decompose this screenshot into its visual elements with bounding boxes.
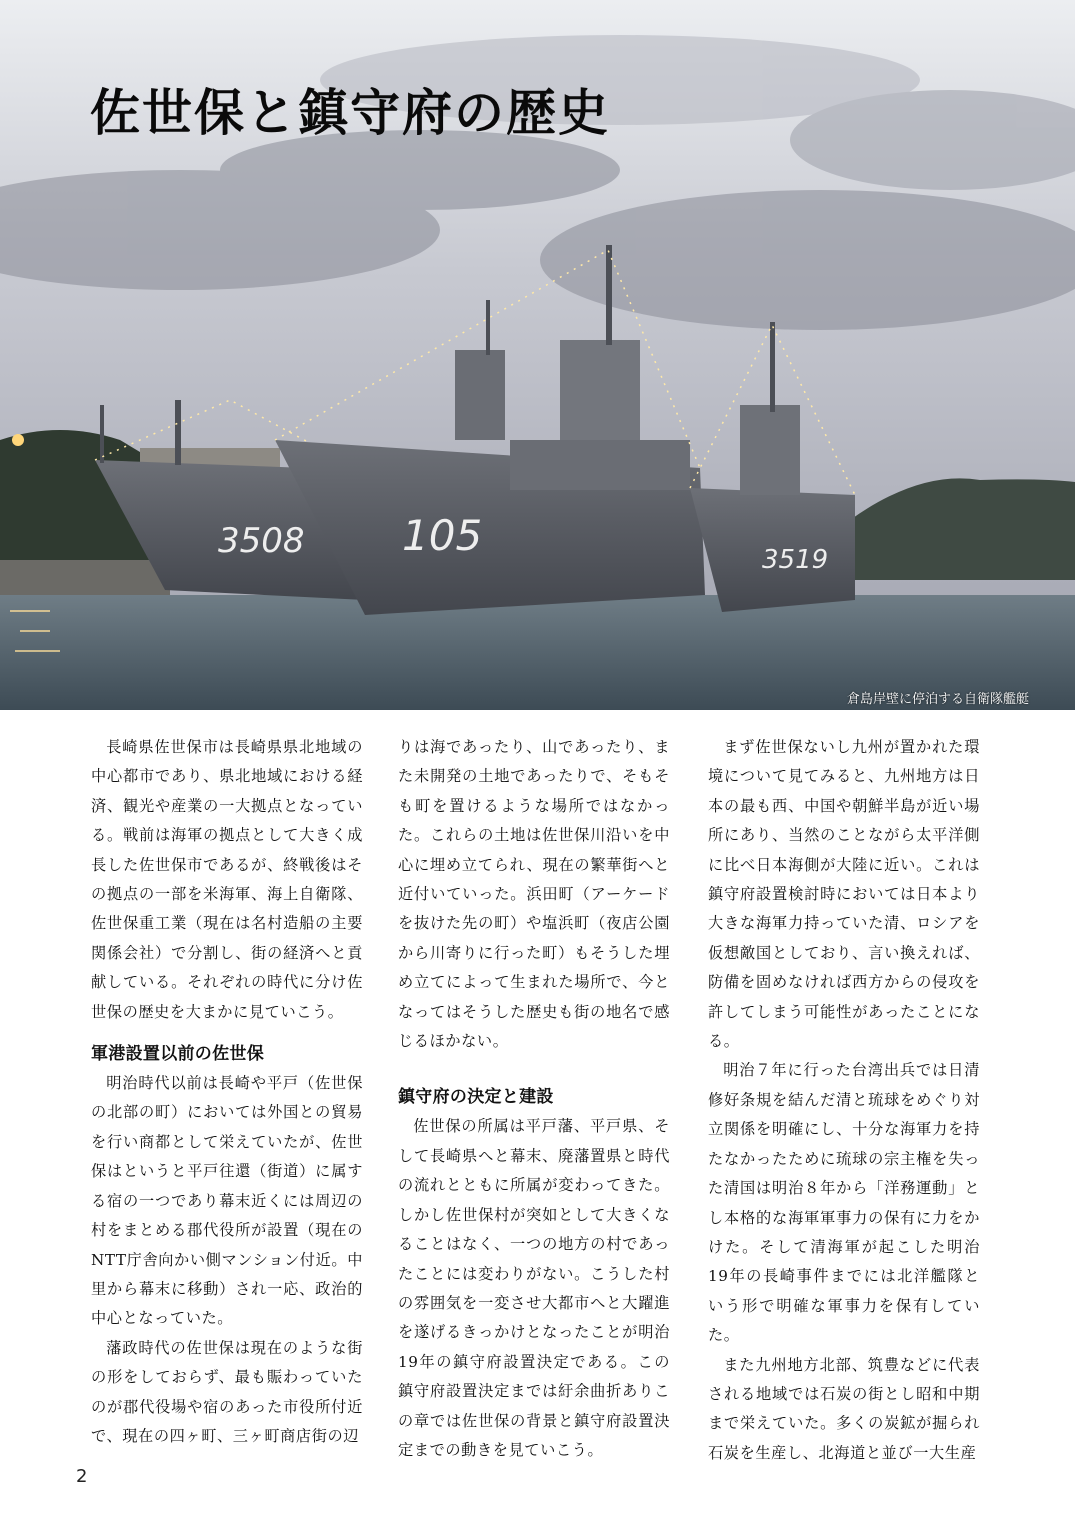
paragraph: 佐世保の所属は平戸藩、平戸県、そして長崎県へと幕末、廃藩置県と時代の流れとともに所属が変わってきた。しかし佐世保村が突如として大きくなることはなく、一つの地方の村であったことには変わりがない。こうした村の雰囲気を一変させ大都市へと大躍進を遂げるきっかけとなったことが明治19年の鎮守府設置決定である。この鎮守府設置決定までは紆余曲折ありこの章では佐世保の背景と鎮守府設置決定までの動きを見ていこう。 <box>398 1117 670 1459</box>
paragraph: 長崎県佐世保市は長崎県県北地域の中心都市であり、県北地域における経済、観光や産業の一大拠点となっている。戦前は海軍の拠点として大きく成長した佐世保市であるが、終戦後はその拠点の一部を米海軍、海上自衛隊、佐世保重工業（現在は名村造船の主要関係会社）で分割し、街の経済へと貢献している。それぞれの時代に分け佐世保の歴史を大まかに見ていこう。 <box>91 738 363 1021</box>
hull-number-3508: 3508 <box>218 521 305 561</box>
hull-number-105: 105 <box>402 511 483 560</box>
section-heading: 鎮守府の決定と建設 <box>398 1087 554 1108</box>
text-column-1 <box>91 733 363 1451</box>
text-column-2 <box>398 733 670 1465</box>
paragraph: 藩政時代の佐世保は現在のような街の形をしておらず、最も賑わっていたのが郡代役場や宿のあった市役所付近で、現在の四ヶ町、三ヶ町商店街の辺 <box>91 1338 363 1445</box>
photo-caption: 倉島岸壁に停泊する自衛隊艦艇 <box>846 692 1029 707</box>
section-heading: 軍港設置以前の佐世保 <box>91 1044 264 1065</box>
page-number: 2 <box>76 1466 88 1487</box>
page-title: 佐世保と鎮守府の歴史 <box>90 83 610 142</box>
paragraph: りは海であったり、山であったり、また未開発の土地であったりで、そもそも町を置けるような場所ではなかった。これらの土地は佐世保川沿いを中心に埋め立てられ、現在の繁華街へと近付いていった。浜田町（アーケードを抜けた先の町）や塩浜町（夜店公園から川寄りに行った町）もそうした埋め立てによって生まれた場所で、今となってはそうした歴史も街の地名で感じるほかない。 <box>398 738 670 1051</box>
hull-number-3519: 3519 <box>762 545 829 575</box>
paragraph: 明治時代以前は長崎や平戸（佐世保の北部の町）においては外国との貿易を行い商都として栄えていたが、佐世保はというと平戸往還（街道）に属する宿の一つであり幕末近くには周辺の村をまとめる郡代役所が設置（現在のNTT庁舎向かい側マンション付近。中里から幕末に移動）され一応、政治的中心となっていた。 <box>91 1074 363 1328</box>
paragraph: 明治７年に行った台湾出兵では日清修好条規を結んだ清と琉球をめぐり対立関係を明確にし、十分な海軍力を持たなかったために琉球の宗主権を失った清国は明治８年から「洋務運動」とし本格的な海軍軍事力の保有に力をかけた。そして清海軍が起こした明治19年の長崎事件までには北洋艦隊という形で明確な軍事力を保有していた。 <box>708 1061 980 1345</box>
pier <box>0 560 170 600</box>
paragraph: また九州地方北部、筑豊などに代表される地域では石炭の街とし昭和中期まで栄えていた。多くの炭鉱が掘られ石炭を生産し、北海道と並び一大生産 <box>708 1355 980 1462</box>
paragraph: まず佐世保ないし九州が置かれた環境について見てみると、九州地方は日本の最も西、中国や朝鮮半島が近い場所にあり、当然のことながら太平洋側に比べ日本海側が大陸に近い。これは鎮守府設置検討時においては日本より大きな海軍力持っていた清、ロシアを仮想敵国としており、言い換えれば、防備を固めなければ西方からの侵攻を許してしまう可能性があったことになる。 <box>708 738 980 1051</box>
text-column-3 <box>708 733 980 1468</box>
